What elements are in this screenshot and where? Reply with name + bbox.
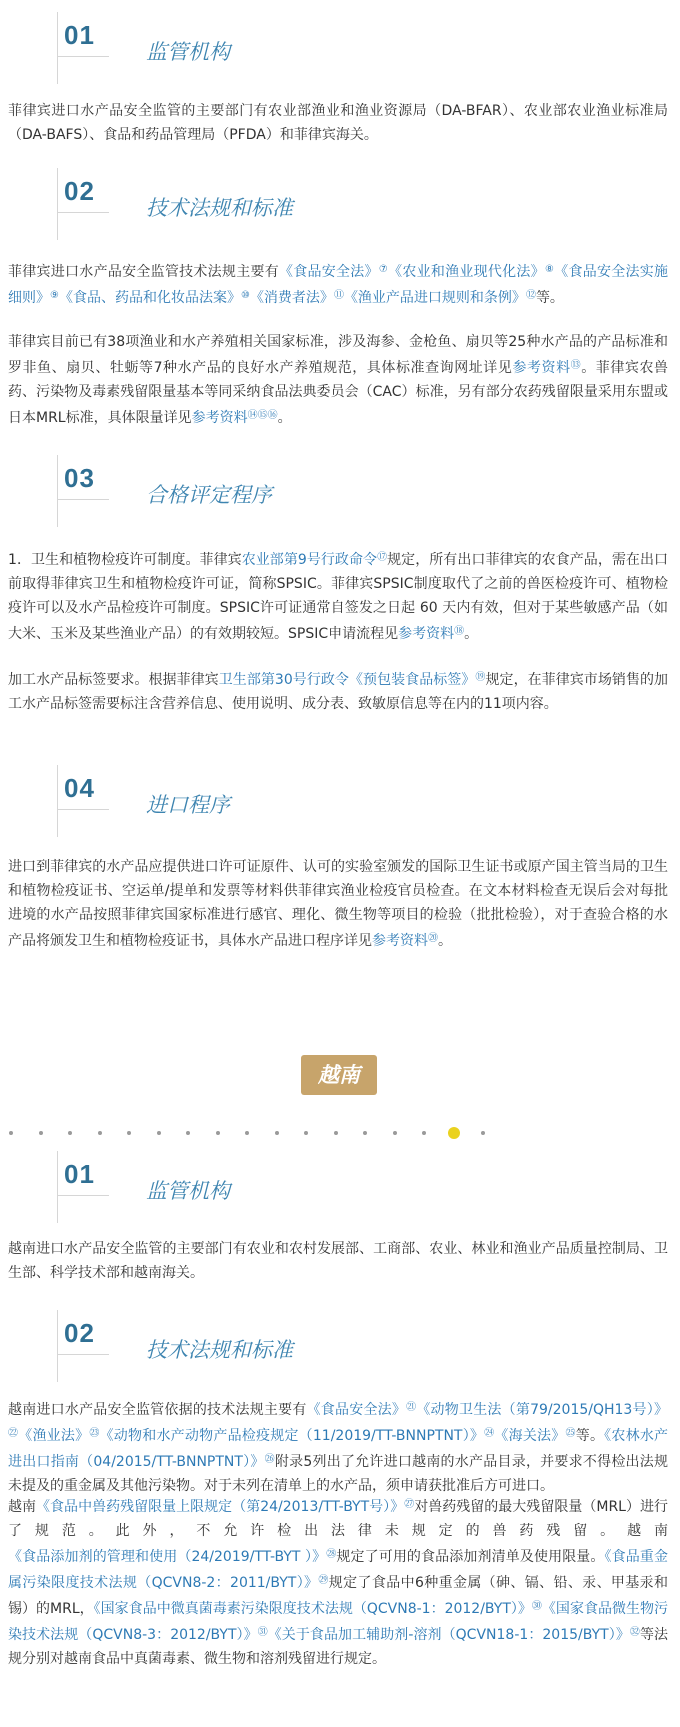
- footnote-marker[interactable]: ⑱: [454, 626, 465, 637]
- pager-dot[interactable]: [304, 1131, 308, 1135]
- pager-dot[interactable]: [393, 1131, 397, 1135]
- divider: [57, 1310, 58, 1382]
- section-title: 监管机构: [146, 40, 230, 64]
- footnote-marker[interactable]: ⑳: [428, 933, 438, 944]
- paragraph: 越南进口水产品安全监管的主要部门有农业和农村发展部、工商部、农业、林业和渔业产品质量控制局、卫生部、科学技术部和越南海关。: [8, 1241, 668, 1281]
- pager-dot[interactable]: [9, 1131, 13, 1135]
- footnote-marker[interactable]: ⑦: [378, 264, 389, 275]
- section-header-vn-01: [0, 1151, 680, 1221]
- pager-dot[interactable]: [186, 1131, 190, 1135]
- footnote-marker[interactable]: ⑬: [570, 360, 582, 371]
- reference-link[interactable]: 《国家食品微生物污染技术法规（QCVN8-3：2012/BYT）》: [8, 1601, 669, 1643]
- footnote-marker[interactable]: ㉔: [484, 1428, 495, 1439]
- paragraph: 越南进口水产品安全监管依据的技术法规主要有《食品安全法》$^㉑$《动物卫生法（第79/2015/QH13号）》$^㉒$《渔业法》$^㉓$《动物和水产动物产品检疫规定（11/2019/TT-BNNPTNT）》$^㉔$《海关法》$^㉕$等。《农林水产进出口指南（04/2015/TT-BNNPTNT）》$^㉖$附录5列出了允许进口越南的水产品目录，并要求不得检出法规未提及的重金属及其他污染物。对于未列在清单上的水产品，须申请获批准后方可进口。: [8, 1402, 669, 1494]
- pager-dot[interactable]: [157, 1131, 161, 1135]
- divider: [57, 168, 58, 240]
- divider: [57, 765, 58, 837]
- footnote-marker[interactable]: ⑲: [475, 672, 486, 683]
- paragraph: 进口到菲律宾的水产品应提供进口许可证原件、认可的实验室颁发的国际卫生证书或原产国主管当局的卫生和植物检疫证书、空运单/提单和发票等材料供菲律宾渔业检疫官员检查。在文本材料检查无误后会对每批进境的水产品按照菲律宾国家标准进行感官、理化、微生物等项目的检验（批批检验），对于查验合格的水产品将颁发卫生和植物检疫证书，具体水产品进口程序详见参考资料⑳。: [8, 859, 668, 949]
- reference-link[interactable]: 农业部第9号行政命令: [241, 552, 378, 568]
- footnote-marker[interactable]: ⑰: [377, 552, 388, 563]
- pager-dot[interactable]: [98, 1131, 102, 1135]
- divider: [57, 12, 58, 84]
- section-number: 04: [64, 773, 95, 803]
- pager-dot[interactable]: [363, 1131, 367, 1135]
- divider: [57, 455, 58, 527]
- divider: [57, 499, 109, 500]
- footnote-marker[interactable]: ㉚: [531, 1601, 542, 1612]
- footnote-marker[interactable]: ⑫: [525, 290, 536, 301]
- section-header-vn-02: [0, 1310, 680, 1380]
- section-number: 01: [64, 20, 95, 50]
- divider: [57, 809, 109, 810]
- pager-dot[interactable]: [127, 1131, 131, 1135]
- reference-link[interactable]: 参考资料: [372, 933, 428, 949]
- pager-dot[interactable]: [422, 1131, 426, 1135]
- divider: [57, 56, 109, 57]
- section-title: 合格评定程序: [146, 483, 272, 507]
- reference-link[interactable]: 《农业和渔业现代化法》: [388, 264, 545, 280]
- pager-dot[interactable]: [481, 1131, 485, 1135]
- pager-dot[interactable]: [68, 1131, 72, 1135]
- footnote-marker[interactable]: ㉗: [404, 1499, 415, 1510]
- pager-dot[interactable]: [39, 1131, 43, 1135]
- reference-link[interactable]: 《食品中兽药残留限量上限规定（第24/2013/TT-BYT号）》: [36, 1499, 405, 1515]
- reference-link[interactable]: 参考资料: [191, 410, 248, 426]
- reference-link[interactable]: 卫生部第30号行政令: [218, 672, 349, 688]
- reference-link[interactable]: 《关于食品加工辅助剂-溶剂（QCVN18-1：2015/BYT）》: [267, 1627, 630, 1643]
- reference-link[interactable]: 《预包装食品标签》: [348, 672, 476, 688]
- footnote-marker[interactable]: ⑭⑮⑯: [247, 410, 278, 421]
- paragraph: 1．卫生和植物检疫许可制度。菲律宾农业部第9号行政命令⑰规定，所有出口菲律宾的农食产品，需在出口前取得菲律宾卫生和植物检疫许可证，简称SPSIC。菲律宾SPSIC制度取代了之前的兽医检疫许可、植物检疫许可以及水产品检疫许可制度。SPSIC许可证通常自签发之日起 60 天内有效，但对于某些敏感产品（如大米、玉米及某些渔业产品）的有效期较短。SPSIC申请流程见参考资料⑱。: [8, 552, 669, 642]
- section-number: 02: [64, 1318, 95, 1348]
- section-title: 监管机构: [146, 1179, 230, 1203]
- paragraph: 越南《食品中兽药残留限量上限规定（第24/2013/TT-BYT号）》$^㉗$对兽药残留的最大残留限量（MRL）进行了规范。此外，不允许检出法律未规定的兽药残留。越南《食品添加剂的管理和使用（24/2019/TT-BYT ）》$^㉘$规定了可用的食品添加剂清单及使用限量。《食品重金属污染限度技术法规（QCVN8-2：2011/BYT）》$^㉙$规定了食品中6种重金属（砷、镉、铅、汞、甲基汞和锡）的MRL，《国家食品中微真菌毒素污染限度技术法规（QCVN8-1：2012/BYT）》$^㉚$《国家食品微生物污染技术法规（QCVN8-3：2012/BYT）》$^㉛$《关于食品加工辅助剂-溶剂（QCVN18-1：2015/BYT）》$^㉜$等法规分别对越南食品中真菌毒素、微生物和溶剂残留进行规定。: [8, 1499, 669, 1667]
- reference-link[interactable]: 《食品重金属污染限度技术法规（QCVN8-2：2011/BYT）》: [8, 1549, 669, 1591]
- footnote-marker[interactable]: ㉕: [565, 1428, 576, 1439]
- reference-link[interactable]: 参考资料: [398, 626, 455, 642]
- pager-dot[interactable]: [216, 1131, 220, 1135]
- footnote-marker[interactable]: ㉒: [8, 1428, 19, 1439]
- reference-link[interactable]: 《动物和水产动物产品检疫规定（11/2019/TT-BNNPTNT）》: [99, 1428, 485, 1444]
- pager-dot[interactable]: [275, 1131, 279, 1135]
- paragraph: 菲律宾目前已有38项渔业和水产养殖相关国家标准，涉及海参、金枪鱼、扇贝等25种水产品的产品标准和罗非鱼、扇贝、牡蛎等7种水产品的良好水产养殖规范，具体标准查询网址详见参考资料⑬。菲律宾农兽药、污染物及毒素残留限量基本等同采纳食品法典委员会（CAC）标准，另有部分农药残留限量采用东盟或日本MRL标准，具体限量详见参考资料⑭⑮⑯。: [8, 334, 669, 426]
- section-number: 03: [64, 463, 95, 493]
- pager-dot-active[interactable]: [448, 1127, 460, 1139]
- footnote-marker[interactable]: ㉘: [326, 1549, 337, 1560]
- pager-dot[interactable]: [334, 1131, 338, 1135]
- footnote-marker[interactable]: ㉙: [318, 1575, 329, 1586]
- footnote-marker[interactable]: ㉓: [89, 1428, 100, 1439]
- reference-link[interactable]: 《食品、药品和化妆品法案》: [58, 290, 241, 306]
- section-title: 进口程序: [146, 793, 230, 817]
- reference-link[interactable]: 《食品添加剂的管理和使用（24/2019/TT-BYT ）》: [8, 1549, 327, 1565]
- reference-link[interactable]: 《消费者法》: [249, 290, 334, 306]
- divider: [57, 1151, 58, 1223]
- reference-link[interactable]: 《渔业产品进口规则和条例》: [343, 290, 526, 306]
- section-number: 02: [64, 176, 95, 206]
- footnote-marker[interactable]: ㉖: [264, 1454, 275, 1465]
- section-header-ph-04: [0, 765, 680, 835]
- section-title: 技术法规和标准: [146, 1338, 293, 1362]
- divider: [57, 1354, 109, 1355]
- footnote-marker[interactable]: ⑩: [240, 290, 250, 301]
- footnote-marker[interactable]: ⑧: [544, 264, 555, 275]
- country-badge: 越南: [301, 1055, 377, 1095]
- pager-dots: [0, 1127, 680, 1141]
- footnote-marker[interactable]: ⑪: [333, 290, 344, 301]
- pager-dot[interactable]: [245, 1131, 249, 1135]
- reference-link[interactable]: 《海关法》: [494, 1428, 566, 1444]
- divider: [57, 212, 109, 213]
- reference-link[interactable]: 《国家食品中微真菌毒素污染限度技术法规（QCVN8-1：2012/BYT）》: [93, 1601, 532, 1617]
- reference-link[interactable]: 《食品安全法》: [278, 264, 379, 280]
- reference-link[interactable]: 《食品安全法》: [306, 1402, 407, 1418]
- section-header-ph-03: [0, 455, 680, 525]
- reference-link[interactable]: 《渔业法》: [18, 1428, 90, 1444]
- footnote-marker[interactable]: ㉛: [257, 1627, 268, 1638]
- section-header-ph-02: [0, 168, 680, 238]
- reference-link[interactable]: 《食品安全法实施细则》: [8, 264, 669, 306]
- paragraph: 菲律宾进口水产品安全监管技术法规主要有《食品安全法》⑦《农业和渔业现代化法》⑧《食品安全法实施细则》⑨《食品、药品和化妆品法案》⑩《消费者法》⑪《渔业产品进口规则和条例》⑫等。: [8, 264, 669, 306]
- reference-link[interactable]: 《动物卫生法（第79/2015/QH13号）》: [416, 1402, 668, 1418]
- footnote-marker[interactable]: ⑨: [50, 290, 59, 301]
- footnote-marker[interactable]: ㉜: [629, 1627, 640, 1638]
- section-header-ph-01: [0, 12, 680, 82]
- divider: [57, 1195, 109, 1196]
- footnote-marker[interactable]: ㉑: [406, 1402, 417, 1413]
- reference-link[interactable]: 参考资料: [512, 360, 571, 376]
- paragraph: 菲律宾进口水产品安全监管的主要部门有农业部渔业和渔业资源局（DA-BFAR）、农业部农业渔业标准局（DA-BAFS）、食品和药品管理局（PFDA）和菲律宾海关。: [8, 103, 668, 143]
- section-title: 技术法规和标准: [146, 196, 293, 220]
- paragraph: 加工水产品标签要求。根据菲律宾卫生部第30号行政令《预包装食品标签》⑲规定，在菲律宾市场销售的加工水产品标签需要标注含营养信息、使用说明、成分表、致敏原信息等在内的11项内容。: [8, 672, 669, 712]
- section-number: 01: [64, 1159, 95, 1189]
- reference-link[interactable]: 《农林水产进出口指南（04/2015/TT-BNNPTNT）》: [8, 1428, 669, 1470]
